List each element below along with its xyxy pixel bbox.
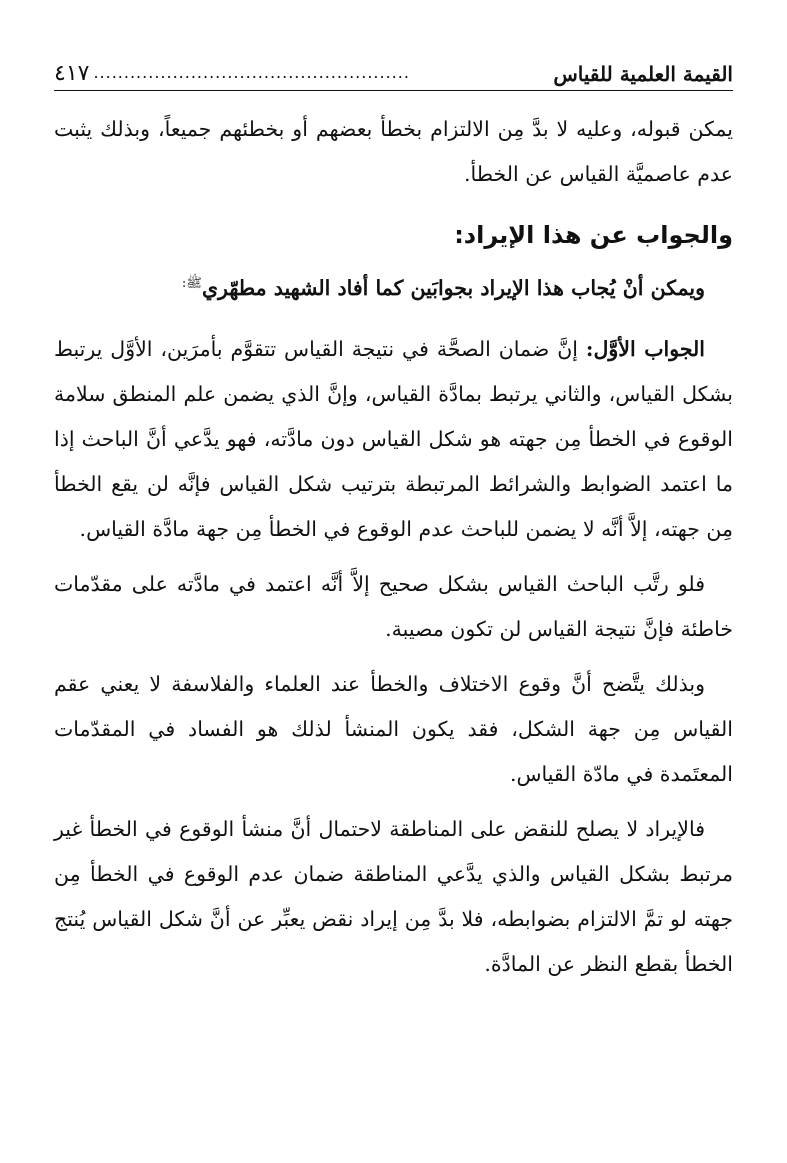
first-answer-paragraph [54, 327, 733, 552]
paragraph-3: وبذلك يتَّضح أنَّ وقوع الاختلاف والخطأ عند العلماء والفلاسفة لا يعني عقم القياس مِن جهة الشكل، فقد يكون المنشأ لذلك هو الفساد في المقدّمات المعتَمدة في مادّة القياس. [54, 671, 733, 786]
first-answer-text: إنَّ ضمان الصحَّة في نتيجة القياس تتقوَّم بأمرَين، الأوَّل يرتبط بشكل القياس، والثاني يرتبط بمادَّة القياس، وإنَّ الذي يضمن علم المنطق سلامة الوقوع في الخطأ مِن جهته هو شكل القياس دون مادَّته، فهو يدَّعي أنَّ الباحث إذا ما اعتمد الضوابط والشرائط المرتبطة بترتيب شكل القياس فإنَّه لن يقع الخطأ مِن جهته، إلاَّ أنَّه لا يضمن للباحث عدم الوقوع في الخطأ مِن جهة مادَّة القياس. [54, 336, 733, 541]
first-answer-label: الجواب الأوَّل: [585, 336, 705, 361]
intro-line [54, 261, 733, 311]
running-header [54, 48, 733, 91]
running-title: القيمة العلمية للقياس [553, 62, 733, 86]
paragraph-4: فالإيراد لا يصلح للنقض على المناطقة لاحتمال أنَّ منشأ الوقوع في الخطأ غير مرتبط بشكل القياس والذي يدَّعي المناطقة ضمان عدم الوقوع في الخطأ مِن جهته لو تمَّ الالتزام بضوابطه، فلا بدَّ مِن إيراد نقض يعبِّر عن أنَّ شكل القياس يُنتج الخطأ بقطع النظر عن المادَّة. [54, 816, 733, 976]
intro-text: ويمكن أنْ يُجاب هذا الإيراد بجوابَين كما أفاد الشهيد مطهّري [201, 275, 705, 300]
honorific-glyph: ﷺ: [181, 276, 202, 291]
continuation-paragraph: يمكن قبوله، وعليه لا بدَّ مِن الالتزام بخطأ بعضهم أو بخطئهم جميعاً، وبذلك يثبت عدم عاصميَّة القياس عن الخطأ. [54, 117, 733, 186]
dot-leader: .................................................... [93, 65, 410, 81]
section-heading: والجواب عن هذا الإيراد: [454, 221, 733, 249]
paragraph-2: فلو رتَّب الباحث القياس بشكل صحيح إلاَّ أنَّه اعتمد في مادَّته على مقدّمات خاطئة فإنَّ نتيجة القياس لن تكون مصيبة. [54, 571, 733, 641]
page-number: ٤١٧ [54, 61, 90, 86]
